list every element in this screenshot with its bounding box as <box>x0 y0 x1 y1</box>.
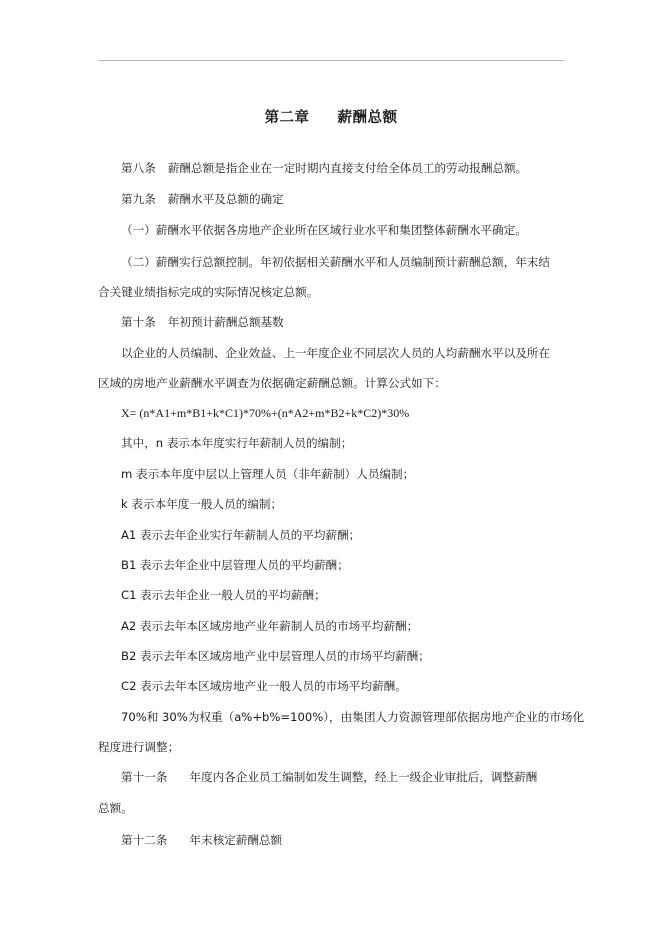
article-8-text: 薪酬总额是指企业在一定时期内直接支付给全体员工的劳动报酬总额。 <box>167 161 528 175</box>
article-11-text: 年度内各企业员工编制如发生调整，经上一级企业审批后，调整薪酬 <box>189 770 538 784</box>
article-12-text: 年末核定薪酬总额 <box>189 833 283 847</box>
article-9-item-1: （一）薪酬水平依据各房地产企业所在区域行业水平和集团整体薪酬水平确定。 <box>121 223 527 237</box>
article-11-number: 第十一条 <box>121 770 168 784</box>
definition-c1: C1 表示去年企业一般人员的平均薪酬； <box>121 588 326 602</box>
definition-n: 其中，n 表示本年度实行年薪制人员的编制； <box>121 436 353 450</box>
article-10-text: 年初预计薪酬总额基数 <box>167 315 284 329</box>
article-10-para-line-2: 区域的房地产业薪酬水平调查为依据确定薪酬总额。计算公式如下： <box>98 376 446 390</box>
definition-c2: C2 表示去年本区域房地产业一般人员的市场平均薪酬。 <box>121 679 407 693</box>
chapter-title <box>0 106 662 127</box>
article-12-number: 第十二条 <box>121 833 168 847</box>
article-10-number: 第十条 <box>121 315 156 329</box>
article-8-number: 第八条 <box>121 161 156 175</box>
article-11 <box>121 769 537 785</box>
article-9-item-2-line-2: 合关键业绩指标完成的实际情况核定总额。 <box>98 285 319 299</box>
formula: X= (n*A1+m*B1+k*C1)*70%+(n*A2+m*B2+k*C2)*30% <box>121 406 410 420</box>
definition-m: m 表示本年度中层以上管理人员（非年薪制）人员编制； <box>121 467 415 481</box>
chapter-name: 薪酬总额 <box>337 110 398 126</box>
weight-line-2: 程度进行调整； <box>98 740 180 754</box>
definition-k: k 表示本年度一般人员的编制； <box>121 497 283 511</box>
article-11-line-2: 总额。 <box>98 801 133 815</box>
article-9 <box>121 191 284 207</box>
weight-line-1: 70%和 30%为权重（a%+b%=100%），由集团人力资源管理部依据房地产企业的市场化 <box>121 710 585 724</box>
definition-a2: A2 表示去年本区域房地产业年薪制人员的市场平均薪酬； <box>121 619 419 633</box>
article-9-item-2-line-1: （二）薪酬实行总额控制。年初依据相关薪酬水平和人员编制预计薪酬总额，年末结 <box>121 255 550 269</box>
article-12 <box>121 832 282 848</box>
definition-b1: B1 表示去年企业中层管理人员的平均薪酬； <box>121 558 349 572</box>
article-9-number: 第九条 <box>121 192 156 206</box>
header-rule <box>98 60 564 61</box>
definition-b2: B2 表示去年本区域房地产业中层管理人员的市场平均薪酬； <box>121 649 430 663</box>
article-9-text: 薪酬水平及总额的确定 <box>167 192 284 206</box>
article-10 <box>121 314 284 330</box>
article-10-para-line-1: 以企业的人员编制、企业效益、上一年度企业不同层次人员的人均薪酬水平以及所在 <box>121 346 550 360</box>
definition-a1: A1 表示去年企业实行年薪制人员的平均薪酬； <box>121 528 361 542</box>
article-8 <box>121 160 527 176</box>
chapter-number: 第二章 <box>264 110 310 126</box>
